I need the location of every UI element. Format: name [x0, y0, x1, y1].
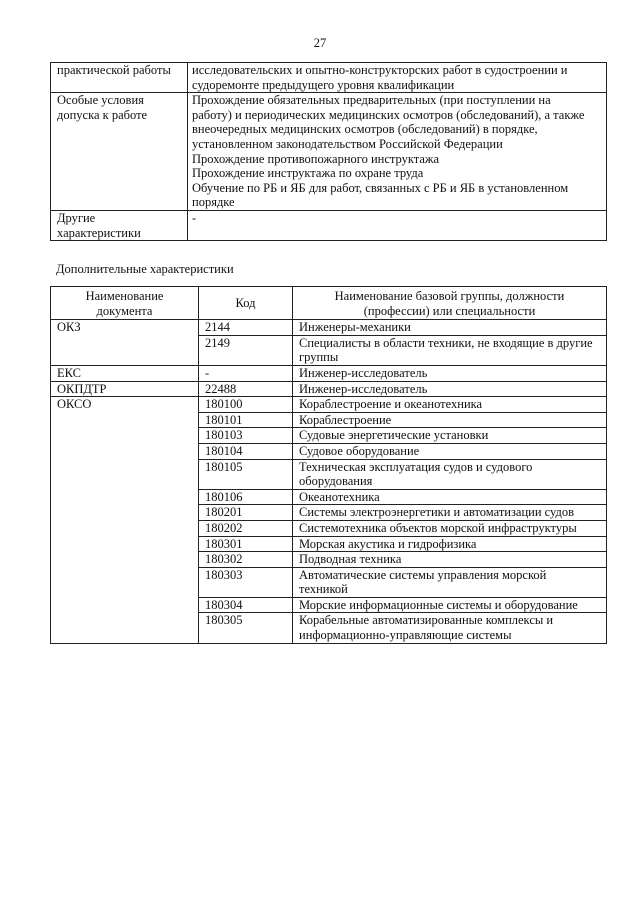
value-line: Прохождение противопожарного инструктажа — [192, 151, 440, 166]
value-line: внеочередных медицинских осмотров (обследований) в порядке, — [192, 122, 538, 137]
value-line: исследовательских и опытно-конструкторских работ в судостроении и — [192, 63, 568, 77]
table-row — [51, 381, 607, 397]
name-cell — [293, 335, 607, 365]
table-row — [51, 397, 607, 413]
row-value — [188, 93, 607, 211]
name-line: Подводная техника — [299, 552, 402, 567]
name-cell — [293, 597, 607, 613]
code-cell: - — [199, 365, 293, 381]
code-cell: 180101 — [199, 412, 293, 428]
name-line: Океанотехника — [299, 489, 380, 504]
name-cell — [293, 381, 607, 397]
name-line: Инженер-исследователь — [299, 365, 428, 380]
name-cell — [293, 567, 607, 597]
name-line: группы — [299, 350, 339, 365]
table-row — [51, 93, 607, 211]
name-cell — [293, 520, 607, 536]
header-line: (профессии) или специальности — [363, 303, 536, 318]
name-line: Техническая эксплуатация судов и судового — [299, 459, 533, 474]
code-cell: 180303 — [199, 567, 293, 597]
table-row — [51, 63, 607, 93]
code-cell: 180305 — [199, 613, 293, 643]
name-cell — [293, 505, 607, 521]
code-cell: 180202 — [199, 520, 293, 536]
value-line: - — [192, 210, 197, 225]
name-cell — [293, 613, 607, 643]
header-code — [199, 287, 293, 320]
table-row — [51, 210, 607, 240]
name-line: Судовое оборудование — [299, 443, 420, 458]
name-line: Корабельные автоматизированные комплексы и — [299, 613, 554, 628]
value-line: работу) и периодических медицинских осмотров (обследований), а также — [192, 107, 585, 122]
label-line: допуска к работе — [57, 107, 148, 122]
code-cell: 180301 — [199, 536, 293, 552]
header-line: Код — [235, 296, 256, 311]
code-cell: 180104 — [199, 443, 293, 459]
code-cell: 180105 — [199, 459, 293, 489]
name-cell — [293, 459, 607, 489]
value-line: Прохождение обязательных предварительных (при поступлении на — [192, 93, 551, 108]
document-cell: ЕКС — [51, 365, 199, 381]
value-line: Обучение по РБ и ЯБ для работ, связанных с РБ и ЯБ в установленном — [192, 180, 569, 195]
table-row — [51, 320, 607, 336]
label-line: Другие — [57, 210, 96, 225]
header-document — [51, 287, 199, 320]
code-cell: 180103 — [199, 428, 293, 444]
table-row — [51, 365, 607, 381]
value-line: Прохождение инструктажа по охране труда — [192, 166, 424, 181]
header-name — [293, 287, 607, 320]
name-cell — [293, 365, 607, 381]
name-line: информационно-управляющие системы — [299, 628, 512, 643]
document-cell: ОКСО — [51, 397, 199, 644]
name-line: Специалисты в области техники, не входящие в другие — [299, 335, 593, 350]
additional-characteristics-table — [50, 286, 607, 644]
document-cell: ОКЗ — [51, 320, 199, 366]
name-line: Инженер-исследователь — [299, 381, 428, 396]
code-cell: 180201 — [199, 505, 293, 521]
table-header-row — [51, 287, 607, 320]
section-heading: Дополнительные характеристики — [56, 262, 234, 276]
code-cell: 180106 — [199, 489, 293, 505]
name-line: Кораблестроение — [299, 412, 392, 427]
header-line: Наименование — [85, 289, 164, 303]
name-line: оборудования — [299, 474, 373, 489]
name-line: Системы электроэнергетики и автоматизации судов — [299, 505, 575, 520]
name-cell — [293, 536, 607, 552]
name-line: Кораблестроение и океанотехника — [299, 397, 483, 412]
code-cell: 180302 — [199, 552, 293, 568]
name-cell — [293, 443, 607, 459]
header-line: Наименование базовой группы, должности — [334, 289, 565, 303]
page-number: 27 — [313, 36, 327, 50]
name-line: Системотехника объектов морской инфраструктуры — [299, 520, 577, 535]
header-line: документа — [96, 303, 153, 318]
label-line: характеристики — [57, 225, 141, 240]
code-cell: 180100 — [199, 397, 293, 413]
name-cell — [293, 412, 607, 428]
row-label — [51, 93, 188, 211]
name-line: Инженеры-механики — [299, 320, 411, 335]
name-line: Автоматические системы управления морской — [299, 567, 547, 582]
row-label — [51, 210, 188, 240]
row-value — [188, 210, 607, 240]
code-cell: 2149 — [199, 335, 293, 365]
code-cell: 22488 — [199, 381, 293, 397]
name-cell — [293, 428, 607, 444]
label-line: Особые условия — [57, 93, 144, 108]
name-line: Морская акустика и гидрофизика — [299, 536, 477, 551]
name-line: техникой — [299, 582, 348, 597]
row-value — [188, 63, 607, 93]
value-line: установленном законодательством Российской Федерации — [192, 136, 503, 151]
document-cell: ОКПДТР — [51, 381, 199, 397]
code-cell: 180304 — [199, 597, 293, 613]
name-cell — [293, 552, 607, 568]
value-line: судоремонте предыдущего уровня квалификации — [192, 77, 455, 92]
row-label — [51, 63, 188, 93]
name-cell — [293, 320, 607, 336]
name-line: Судовые энергетические установки — [299, 428, 489, 443]
label-line: практической работы — [57, 63, 171, 77]
qualification-requirements-table — [50, 62, 607, 241]
name-cell — [293, 489, 607, 505]
code-cell: 2144 — [199, 320, 293, 336]
value-line: порядке — [192, 195, 235, 210]
name-line: Морские информационные системы и оборудование — [299, 597, 578, 612]
name-cell — [293, 397, 607, 413]
